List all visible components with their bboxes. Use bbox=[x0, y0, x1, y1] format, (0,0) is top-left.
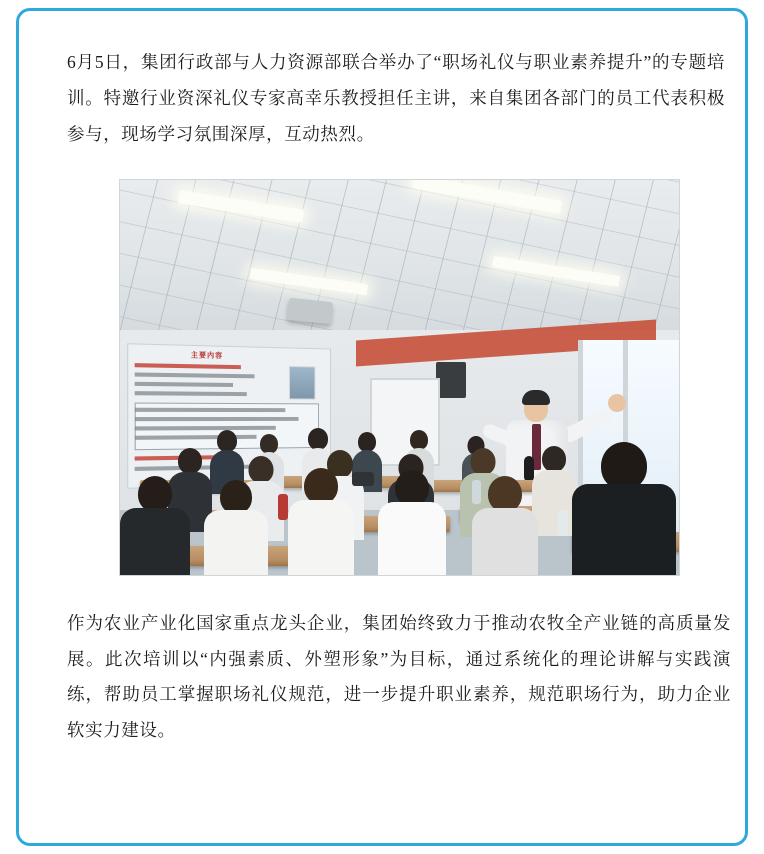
slide-text-line bbox=[134, 381, 232, 386]
projector bbox=[286, 297, 332, 323]
slide-text-line bbox=[134, 391, 246, 396]
slide-text-line bbox=[134, 407, 285, 411]
training-photo-figure bbox=[67, 179, 731, 576]
student bbox=[572, 442, 676, 576]
laptop bbox=[352, 472, 374, 486]
intro-paragraph: 6月5日，集团行政部与人力资源部联合举办了“职场礼仪与职业素养提升”的专题培训。特邀行业资深礼仪专家高幸乐教授担任主讲，来自集团各部门的员工代表积极参与，现场学习氛围深厚，互动热烈。 bbox=[67, 52, 725, 144]
water-bottle bbox=[472, 480, 481, 504]
water-bottle bbox=[278, 494, 288, 520]
slide-title: 主要内容 bbox=[190, 351, 223, 360]
content-frame bbox=[16, 8, 748, 846]
slide-text-line bbox=[134, 417, 298, 421]
student bbox=[378, 470, 446, 576]
slide-text-line bbox=[134, 363, 240, 369]
training-photo bbox=[119, 179, 680, 576]
student bbox=[472, 476, 538, 576]
student bbox=[120, 476, 190, 576]
water-bottle bbox=[558, 510, 568, 536]
student bbox=[204, 480, 268, 576]
article-body bbox=[53, 31, 753, 847]
slide-text-line bbox=[134, 372, 254, 378]
slide-portrait bbox=[289, 366, 315, 399]
speaker-right-hand bbox=[608, 394, 626, 412]
student bbox=[532, 446, 576, 532]
slide-text-line bbox=[134, 425, 275, 430]
student bbox=[288, 468, 354, 576]
conclusion-paragraph: 作为农业产业化国家重点龙头企业，集团始终致力于推动农牧全产业链的高质量发展。此次培训以“内强素质、外塑形象”为目标，通过系统化的理论讲解与实践演练，帮助员工掌握职场礼仪规范，进一步提升职业素养，规范职场行为，助力企业软实力建设。 bbox=[67, 612, 731, 741]
wall-speaker bbox=[436, 362, 466, 398]
speaker-hair bbox=[522, 390, 550, 405]
